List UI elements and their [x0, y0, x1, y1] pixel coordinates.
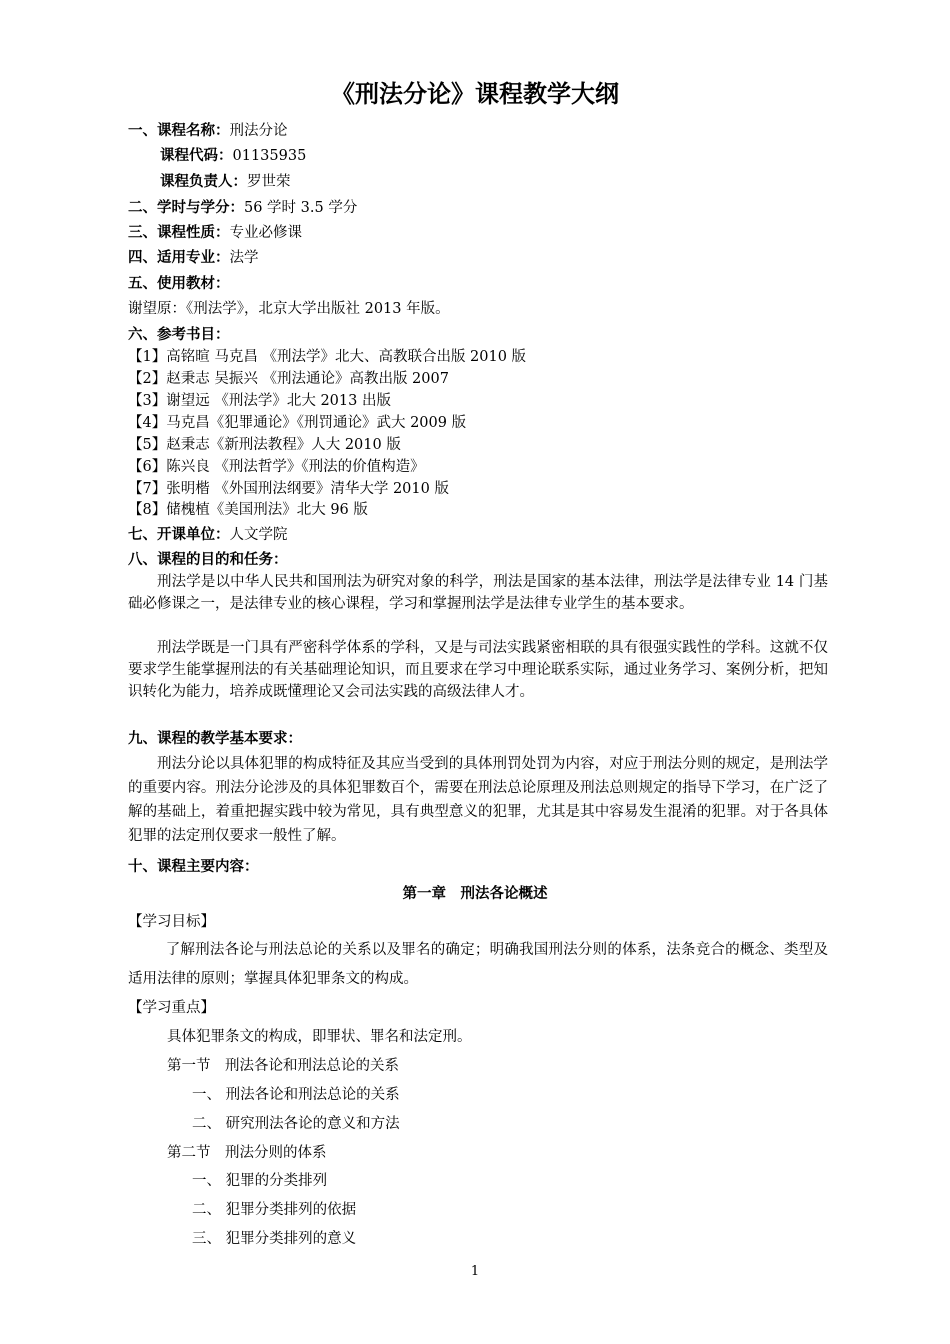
- course-lead-value: 罗世荣: [247, 174, 291, 190]
- ref-item: 【3】谢望远 《刑法学》北大 2013 出版: [128, 393, 391, 409]
- nature-line: [128, 223, 302, 243]
- hours-line: [128, 198, 357, 218]
- focus-text: 具体犯罪条文的构成，即罪状、罪名和法定刑。: [167, 1029, 472, 1045]
- ref-item: 【7】张明楷 《外国刑法纲要》清华大学 2010 版: [128, 481, 449, 497]
- course-code-line: [160, 146, 306, 166]
- ref-item: 【2】赵秉志 吴振兴 《刑法通论》高教出版 2007: [128, 371, 449, 387]
- ref-item: 【5】赵秉志《新刑法教程》人大 2010 版: [128, 437, 401, 453]
- textbook-heading: 五、使用教材：: [128, 276, 230, 292]
- nature-value: 专业必修课: [229, 225, 302, 241]
- ref-item: 【1】高铭暄 马克昌 《刑法学》北大、高教联合出版 2010 版: [128, 349, 527, 365]
- section-item: 一、 犯罪的分类排列: [192, 1173, 328, 1189]
- course-name-line: [128, 121, 288, 141]
- requirements-heading: 九、课程的教学基本要求：: [128, 731, 302, 747]
- unit-label: 七、开课单位：: [128, 527, 230, 543]
- section-item: 二、 研究刑法各论的意义和方法: [192, 1116, 400, 1132]
- section-item: 三、 犯罪分类排列的意义: [192, 1231, 357, 1247]
- purpose-paragraph-2: 刑法学既是一门具有严密科学体系的学科，又是与司法实践紧密相联的具有很强实践性的学科。这就不仅要求学生能掌握刑法的有关基础理论知识，而且要求在学习中理论联系实际，通过业务学习、案例分析，把知识转化为能力，培养成既懂理论又会司法实践的高级法律人才。: [128, 640, 828, 700]
- hours-value: 56 学时 3.5 学分: [244, 200, 358, 216]
- major-label: 四、适用专业：: [128, 250, 230, 266]
- focus-heading: 【学习重点】: [128, 1000, 215, 1016]
- ref-item: 【6】陈兴良 《刑法哲学》《刑法的价值构造》: [128, 459, 425, 475]
- unit-line: [128, 525, 288, 545]
- ref-item: 【8】储槐植《美国刑法》北大 96 版: [128, 502, 368, 518]
- section-title: 第一节 刑法各论和刑法总论的关系: [167, 1058, 399, 1074]
- chapter-title: 第一章 刑法各论概述: [402, 886, 548, 902]
- purpose-heading: 八、课程的目的和任务：: [128, 552, 288, 568]
- course-code-label: 课程代码：: [160, 148, 233, 164]
- course-code-value: 01135935: [232, 148, 307, 164]
- section-title: 第二节 刑法分则的体系: [167, 1145, 327, 1161]
- requirements-paragraph: 刑法分论以具体犯罪的构成特征及其应当受到的具体刑罚处罚为内容，对应于刑法分则的规定，是刑法学的重要内容。刑法分论涉及的具体犯罪数百个，需要在刑法总论原理及刑法总则规定的指导下学习，在广泛了解的基础上，着重把握实践中较为常见，具有典型意义的犯罪，尤其是其中容易发生混淆的犯罪。对于各具体犯罪的法定刑仅要求一般性了解。: [128, 756, 828, 844]
- page-title: 《刑法分论》课程教学大纲: [331, 80, 619, 108]
- refs-heading: 六、参考书目：: [128, 327, 230, 343]
- section-item: 二、 犯罪分类排列的依据: [192, 1202, 357, 1218]
- course-lead-line: [160, 172, 291, 192]
- page-number: 1: [470, 1264, 480, 1279]
- goal-heading: 【学习目标】: [128, 914, 215, 930]
- ref-item: 【4】马克昌《犯罪通论》《刑罚通论》武大 2009 版: [128, 415, 467, 431]
- hours-label: 二、学时与学分：: [128, 200, 244, 216]
- course-name-label: 一、课程名称：: [128, 123, 230, 139]
- section-item: 一、 刑法各论和刑法总论的关系: [192, 1087, 400, 1103]
- nature-label: 三、课程性质：: [128, 225, 230, 241]
- unit-value: 人文学院: [229, 527, 288, 543]
- major-value: 法学: [229, 250, 259, 266]
- content-heading: 十、课程主要内容：: [128, 859, 259, 875]
- major-line: [128, 248, 259, 268]
- purpose-paragraph-1: 刑法学是以中华人民共和国刑法为研究对象的科学，刑法是国家的基本法律，刑法学是法律专业 14 门基础必修课之一，是法律专业的核心课程，学习和掌握刑法学是法律专业学生的基本要求。: [128, 574, 828, 612]
- course-lead-label: 课程负责人：: [160, 174, 247, 190]
- course-name-value: 刑法分论: [229, 123, 288, 139]
- goal-paragraph: 了解刑法各论与刑法总论的关系以及罪名的确定；明确我国刑法分则的体系，法条竞合的概念、类型及适用法律的原则；掌握具体犯罪条文的构成。: [128, 942, 828, 987]
- textbook-entry: 谢望原：《刑法学》，北京大学出版社 2013 年版。: [128, 301, 450, 317]
